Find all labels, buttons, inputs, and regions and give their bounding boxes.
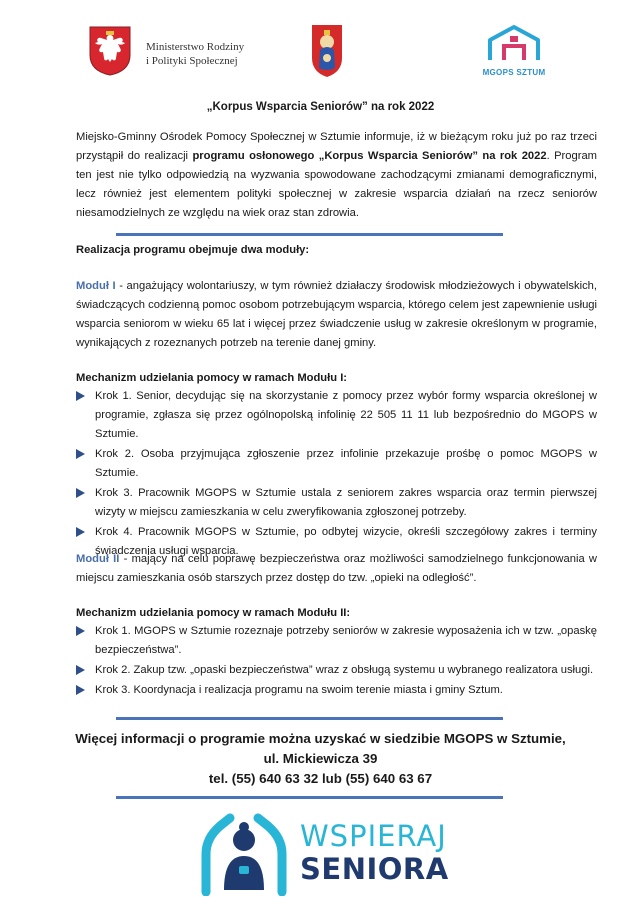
list-item: [76, 681, 597, 700]
mechanism-1-steps: [76, 387, 597, 562]
step-text: Krok 3. Pracownik MGOPS w Sztumie ustala z seniorem zakres wsparcia oraz termin pierwszej wizyty w miejscu zamieszkania w celu zweryfikowania zgłoszonej potrzeby.: [95, 487, 597, 518]
logo-word-seniora: SENIORA: [300, 852, 449, 886]
ministry-line-1: Ministerstwo Rodziny: [146, 41, 245, 53]
ministry-line-2: i Polityki Społecznej: [146, 55, 238, 67]
arrow-bullet-icon: [76, 685, 85, 695]
logo-word-wspieraj: WSPIERAJ: [300, 819, 447, 853]
caring-hands-icon: [196, 808, 292, 896]
mgops-logo: [482, 24, 546, 76]
divider-1: [116, 233, 503, 236]
list-item: [76, 661, 597, 680]
page-title: „Korpus Wsparcia Seniorów” na rok 2022: [206, 101, 435, 113]
module-2-label: Moduł II: [76, 553, 120, 565]
mechanism-2-steps: [76, 622, 597, 701]
step-text: Krok 3. Koordynacja i realizacja programu na swoim terenie miasta i gminy Sztum.: [95, 684, 503, 696]
divider-3: [116, 796, 503, 799]
module-1-label: Moduł I: [76, 280, 116, 292]
step-text: Krok 2. Osoba przyjmująca zgłoszenie przez infolinie przekazuje prośbę o pomoc MGOPS w Sztumie.: [95, 448, 597, 479]
intro-program-name: programu osłonowego „Korpus Wsparcia Seniorów” na rok 2022: [192, 150, 547, 162]
step-text: Krok 1. Senior, decydując się na skorzystanie z pomocy przez wybór formy wsparcia określonej w programie, zgłasza się przez ogólnopolską infolinię 22 505 11 11 lub bezpośrednio do MGOPS w Sztumie.: [95, 390, 597, 440]
sztum-coat-of-arms-logo: [311, 24, 343, 78]
arrow-bullet-icon: [76, 391, 85, 401]
contact-line-1: Więcej informacji o programie można uzyskać w siedzibie MGOPS w Sztumie,: [75, 731, 566, 746]
list-item: [76, 445, 597, 483]
contact-block: [0, 729, 641, 789]
step-text: Krok 2. Zakup tzw. „opaski bezpieczeństwa” wraz z obsługą systemu u wybranego realizatora usługi.: [95, 664, 594, 676]
mechanism-2-heading: Mechanizm udzielania pomocy w ramach Modułu II:: [76, 607, 351, 619]
module-2-text: - mający na celu poprawę bezpieczeństwa oraz możliwości samodzielnego funkcjonowania w miejscu zamieszkania osób starszych przez dostęp do tzw. „opieki na odległość”.: [76, 553, 597, 584]
intro-text-before: Miejsko-Gminny Ośrodek Pomocy Społecznej w Sztumie informuje, iż w bieżącym roku już po raz trzeci przystąpił do realizacji: [76, 131, 597, 162]
list-item: [76, 387, 597, 444]
mgops-house-icon: [482, 24, 546, 62]
module-1-text: - angażujący wolontariuszy, w tym również działaczy środowisk młodzieżowych i obywatelskich, świadczących codzienną pomoc osobom potrzebującym wsparcia, którego celem jest zapewnienie usługi wsparcia seniorom w wieku 65 lat i więcej przez świadczenie usług w zakresie określonym w programie, wynikających z rozeznanych potrzeb na terenie danej gminy.: [76, 280, 597, 349]
mechanism-1-heading: Mechanizm udzielania pomocy w ramach Modułu I:: [76, 372, 348, 384]
list-item: [76, 484, 597, 522]
intro-paragraph: [76, 128, 597, 223]
arrow-bullet-icon: [76, 527, 85, 537]
modules-heading: Realizacja programu obejmuje dwa moduły:: [76, 244, 310, 256]
ministry-name: [146, 40, 244, 68]
contact-phone: tel. (55) 640 63 32 lub (55) 640 63 67: [208, 771, 433, 786]
arrow-bullet-icon: [76, 488, 85, 498]
module-2-paragraph: [76, 550, 597, 588]
module-1-paragraph: [76, 277, 597, 353]
mgops-logo-text: MGOPS SZTUM: [482, 68, 546, 77]
poland-emblem-logo: [88, 25, 132, 76]
arrow-bullet-icon: [76, 449, 85, 459]
step-text: Krok 1. MGOPS w Sztumie rozeznaje potrzeby seniorów w zakresie wyposażenia ich w tzw. „opaskę bezpieczeństwa”.: [95, 625, 597, 656]
wspieraj-seniora-logo: [196, 808, 456, 896]
list-item: [76, 622, 597, 660]
arrow-bullet-icon: [76, 665, 85, 675]
divider-2: [116, 717, 503, 720]
intro-text-after: . Program ten jest nie tylko odpowiedzią na wyzwania spowodowane zachodzącymi zmianami demograficznymi, lecz również jest elementem polityki społecznej w zakresie wsparcia działań na rzecz seniorów niesamodzielnych ze względu na wiek oraz stan zdrowia.: [76, 150, 597, 219]
arrow-bullet-icon: [76, 626, 85, 636]
step-text: Krok 4. Pracownik MGOPS w Sztumie, po odbytej wizycie, określi szczegółowy zakres i terminy świadczenia usługi wsparcia.: [95, 526, 597, 557]
contact-address: ul. Mickiewicza 39: [263, 751, 378, 766]
